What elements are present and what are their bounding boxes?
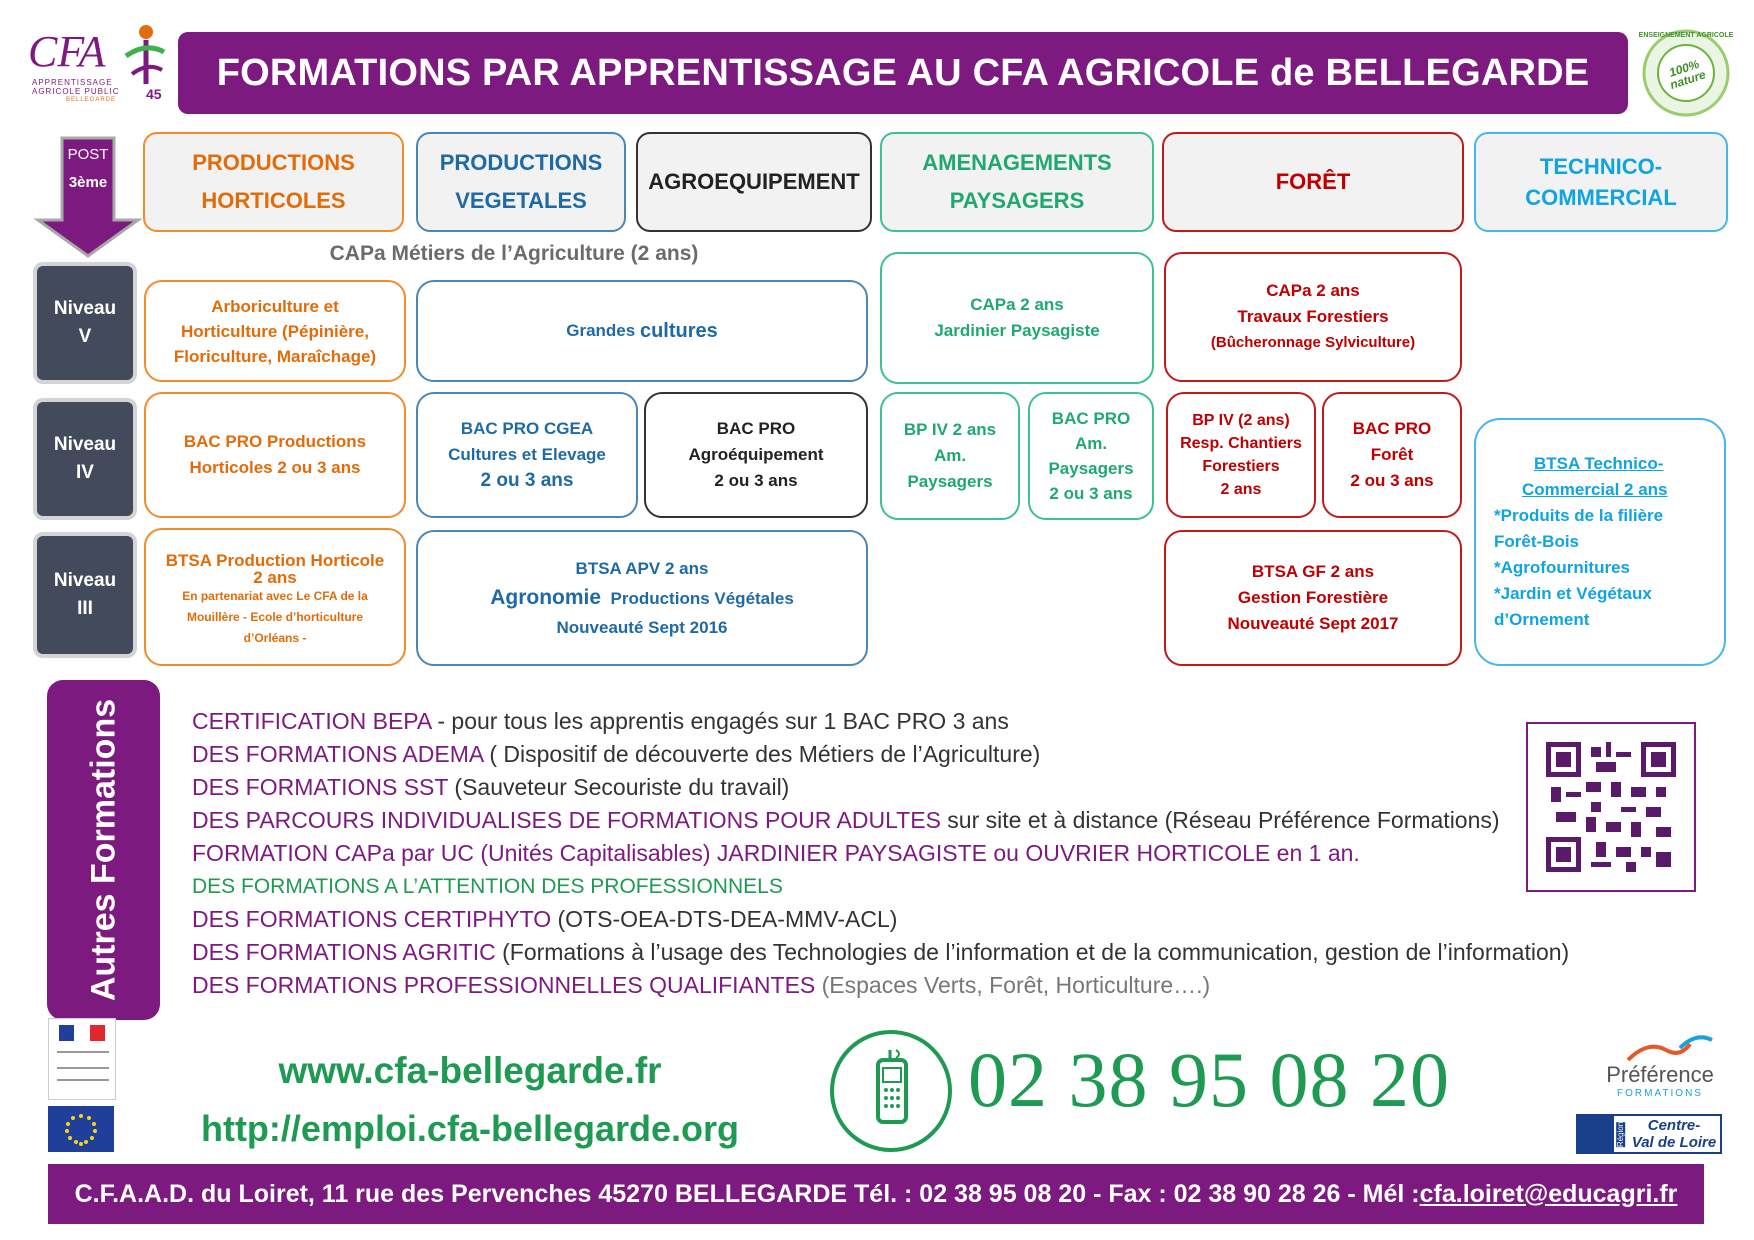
col-foret	[1162, 132, 1464, 232]
box-btsa-gf	[1164, 530, 1462, 666]
box-line: Nouveauté Sept 2016	[556, 618, 728, 637]
box-line: En partenariat avec Le CFA de la	[182, 588, 368, 603]
eu-flag	[48, 1106, 114, 1152]
box-line: Travaux Forestiers	[1237, 307, 1389, 326]
cfa-logo	[28, 22, 168, 110]
box-line: 2 ans	[253, 567, 297, 587]
list-item	[192, 771, 1692, 804]
box-line: BAC PRO CGEA	[460, 419, 594, 438]
box-line: BAC PRO Productions	[183, 432, 367, 451]
box-line: BTSA Technico-	[1534, 454, 1664, 473]
box-line: BP IV (2 ans)	[1192, 412, 1290, 429]
post-3eme-arrow	[34, 134, 142, 258]
box-line: d’Orléans -	[243, 630, 307, 645]
box-bac-pro-cgea	[416, 392, 638, 518]
box-line: 2 ou 3 ans	[1049, 484, 1133, 503]
col-label: COMMERCIAL	[1525, 185, 1677, 210]
list-item	[192, 837, 1692, 870]
box-btsa-production-horticole	[144, 528, 406, 666]
list-item-title: DES FORMATIONS AGRITIC	[192, 939, 496, 965]
nature-badge	[1638, 28, 1734, 118]
level-iii	[37, 536, 133, 654]
box-line: d’Ornement	[1494, 610, 1590, 629]
box-line: BTSA APV 2 ans	[575, 559, 709, 578]
list-item	[192, 804, 1692, 837]
box-btsa-apv	[416, 530, 868, 666]
eu-stars-icon	[48, 1106, 114, 1152]
col-label: PRODUCTIONS	[192, 150, 355, 175]
box-capa-jardinier	[880, 252, 1154, 384]
box-line: Nouveauté Sept 2017	[1227, 614, 1399, 633]
box-line: Agronomie	[490, 586, 602, 609]
box-line: Mouillère - Ecole d’horticulture	[186, 609, 364, 624]
box-line: Forêt	[1370, 445, 1414, 464]
box-grandes-cultures	[416, 280, 868, 382]
box-line: Jardinier Paysagiste	[934, 321, 1100, 340]
post-line2: 3ème	[68, 174, 108, 191]
list-item-detail: ( Dispositif de découverte des Métiers de l’Agriculture)	[482, 741, 1041, 767]
level-label: Niveau	[53, 434, 117, 455]
logo-name: CFA	[28, 27, 106, 76]
post-line1: POST	[67, 146, 109, 163]
logo-num: 45	[146, 86, 162, 102]
col-technico-commercial	[1474, 132, 1728, 232]
qr-code-icon	[1546, 742, 1676, 872]
box-line: Paysagers	[907, 472, 993, 491]
box-line: Am.	[1074, 434, 1108, 453]
box-line: Cultures et Elevage	[448, 445, 606, 464]
preference-wave-icon	[1600, 1030, 1720, 1064]
autres-formations-banner	[47, 680, 160, 1020]
box-line: 2 ans	[1220, 481, 1262, 498]
page-title: FORMATIONS PAR APPRENTISSAGE AU CFA AGRICOLE de BELLEGARDE	[178, 32, 1628, 114]
list-item-title: DES FORMATIONS CERTIPHYTO	[192, 906, 552, 932]
box-line: Agroéquipement	[688, 445, 824, 464]
emploi-link[interactable]: http://emploi.cfa-bellegarde.org	[200, 1108, 740, 1149]
qr-code[interactable]	[1526, 722, 1696, 892]
box-bac-pro-foret	[1322, 392, 1462, 518]
footer-email[interactable]: cfa.loiret@educagri.fr	[1419, 1179, 1678, 1208]
box-line: *Produits de la filière	[1494, 506, 1664, 525]
box-line: Floriculture, Maraîchage)	[173, 346, 377, 366]
box-line: 2 ou 3 ans	[714, 471, 798, 490]
col-label: PRODUCTIONS	[439, 150, 603, 175]
box-line: CAPa 2 ans	[970, 295, 1064, 314]
phone-icon-circle	[830, 1030, 952, 1152]
preference-name: Préférence	[1606, 1062, 1714, 1087]
box-line: BP IV 2 ans	[903, 420, 997, 439]
col-productions-vegetales	[416, 132, 626, 232]
autres-list	[192, 705, 1692, 1002]
col-label: TECHNICO-	[1539, 154, 1663, 179]
box-line: BAC PRO	[1051, 409, 1131, 428]
box-line: Horticulture (Pépinière,	[181, 321, 369, 341]
col-label: AMENAGEMENTS	[922, 150, 1112, 175]
list-item-title: FORMATION CAPa par UC (Unités Capitalisables) JARDINIER PAYSAGISTE ou OUVRIER HORTICOLE en 1 an.	[192, 840, 1360, 866]
col-amenagements-paysagers	[880, 132, 1154, 232]
list-item	[192, 870, 1692, 903]
region-line2: Val de Loire	[1631, 1134, 1717, 1151]
preference-formations-logo	[1600, 1030, 1720, 1100]
col-agroequipement	[636, 132, 872, 232]
list-item	[192, 903, 1692, 936]
footer-address: C.F.A.A.D. du Loiret, 11 rue des Pervenches 45270 BELLEGARDE Tél. : 02 38 95 08 20 - Fax : 02 38 90 28 26 - Mél :	[74, 1179, 1420, 1208]
list-item-title: DES FORMATIONS SST	[192, 774, 449, 800]
badge-ring-text: ENSEIGNEMENT AGRICOLE	[1638, 32, 1734, 39]
level-label: IV	[76, 462, 94, 483]
list-item-detail: (OTS-OEA-DTS-DEA-MMV-ACL)	[551, 906, 898, 932]
list-item	[192, 705, 1692, 738]
website-link[interactable]: www.cfa-bellegarde.fr	[278, 1050, 662, 1091]
region-side: Région	[1616, 1121, 1626, 1148]
box-line: Horticoles 2 ou 3 ans	[189, 458, 361, 477]
col-label: PAYSAGERS	[949, 188, 1085, 213]
footer	[48, 1164, 1704, 1224]
box-line: Commercial 2 ans	[1522, 480, 1668, 499]
box-line: Paysagers	[1048, 459, 1134, 478]
col-label: AGROEQUIPEMENT	[648, 169, 860, 194]
box-line: *Agrofournitures	[1494, 558, 1630, 577]
box-bac-pro-horticoles	[144, 392, 406, 518]
box-line: Forêt-Bois	[1494, 532, 1579, 551]
region-centre-logo	[1576, 1114, 1722, 1154]
logo-line3: BELLEGARDE	[66, 97, 117, 103]
box-capa-travaux-forestiers	[1164, 252, 1462, 382]
level-iv	[37, 402, 133, 516]
box-line: BAC PRO	[1352, 419, 1432, 438]
list-item-detail: sur site et à distance (Réseau Préférence Formations)	[940, 807, 1500, 833]
logo-figure-icon	[118, 22, 168, 92]
list-item	[192, 936, 1692, 969]
box-line: Resp. Chantiers	[1180, 435, 1302, 452]
preference-sub: FORMATIONS	[1617, 1088, 1703, 1099]
list-item-detail: - pour tous les apprentis engagés sur 1 BAC PRO 3 ans	[430, 708, 1009, 734]
logo-line2: AGRICOLE PUBLIC	[32, 87, 120, 96]
box-line: (Bûcheronnage Sylviculture)	[1210, 334, 1416, 351]
box-line: BTSA GF 2 ans	[1251, 562, 1375, 581]
col-label: VEGETALES	[455, 188, 587, 213]
box-line: Productions Végétales	[610, 589, 794, 608]
box-line: cultures	[639, 320, 718, 342]
box-btsa-technico-commercial	[1474, 418, 1726, 666]
box-line: *Jardin et Végétaux	[1494, 584, 1652, 603]
level-v	[37, 266, 133, 380]
list-item-title: DES FORMATIONS ADEMA	[192, 741, 483, 767]
list-item-title: DES FORMATIONS PROFESSIONNELLES QUALIFIANTES	[192, 972, 816, 998]
capa-banner: CAPa Métiers de l’Agriculture (2 ans)	[329, 242, 699, 265]
phone-number[interactable]: 02 38 95 08 20	[968, 1036, 1450, 1123]
box-line: 2 ou 3 ans	[480, 470, 574, 491]
list-item-title: DES PARCOURS INDIVIDUALISES DE FORMATIONS POUR ADULTES	[192, 807, 941, 833]
box-line: Am.	[933, 446, 967, 465]
list-item-detail: (Sauveteur Secouriste du travail)	[448, 774, 790, 800]
list-item	[192, 969, 1692, 1002]
list-item-title: CERTIFICATION BEPA	[192, 708, 431, 734]
box-arboriculture	[144, 280, 406, 382]
list-item-detail: (Espaces Verts, Forêt, Horticulture….)	[815, 972, 1211, 998]
box-line: Gestion Forestière	[1237, 588, 1389, 607]
col-label: HORTICOLES	[201, 188, 346, 213]
list-item	[192, 738, 1692, 771]
box-line-agronomie	[490, 583, 794, 613]
phone-icon	[834, 1034, 948, 1148]
box-bac-pro-agroequipement	[644, 392, 868, 518]
level-label: V	[78, 326, 92, 347]
box-line: 2 ou 3 ans	[1350, 471, 1434, 490]
level-label: III	[77, 598, 93, 619]
autres-title: Autres Formations	[84, 698, 122, 1002]
box-line: CAPa 2 ans	[1266, 281, 1360, 300]
box-line: BTSA Production Horticole	[165, 550, 385, 570]
logo-line1: APPRENTISSAGE	[32, 78, 113, 87]
badge-center-text: 100% nature	[1667, 56, 1708, 93]
level-label: Niveau	[53, 570, 117, 591]
box-line: BAC PRO	[716, 419, 796, 438]
level-label: Niveau	[53, 298, 117, 319]
region-line1: Centre-	[1647, 1117, 1701, 1134]
col-productions-horticoles	[143, 132, 404, 232]
box-bac-pro-am-paysagers	[1028, 392, 1154, 520]
box-bp-am-paysagers	[880, 392, 1020, 520]
list-item-detail: (Formations à l’usage des Technologies de l’information et de la communication, gestion de l’information)	[495, 939, 1570, 965]
marianne-flag-icon	[59, 1025, 105, 1041]
box-line: Grandes	[566, 321, 636, 340]
ministere-logo	[48, 1018, 116, 1100]
box-bp-foret	[1166, 392, 1316, 518]
box-line: Forestiers	[1202, 458, 1280, 475]
box-line: Arboriculture et	[211, 296, 339, 316]
list-item-title: DES FORMATIONS A L’ATTENTION DES PROFESSIONNELS	[192, 875, 783, 898]
col-label: FORÊT	[1275, 169, 1351, 194]
